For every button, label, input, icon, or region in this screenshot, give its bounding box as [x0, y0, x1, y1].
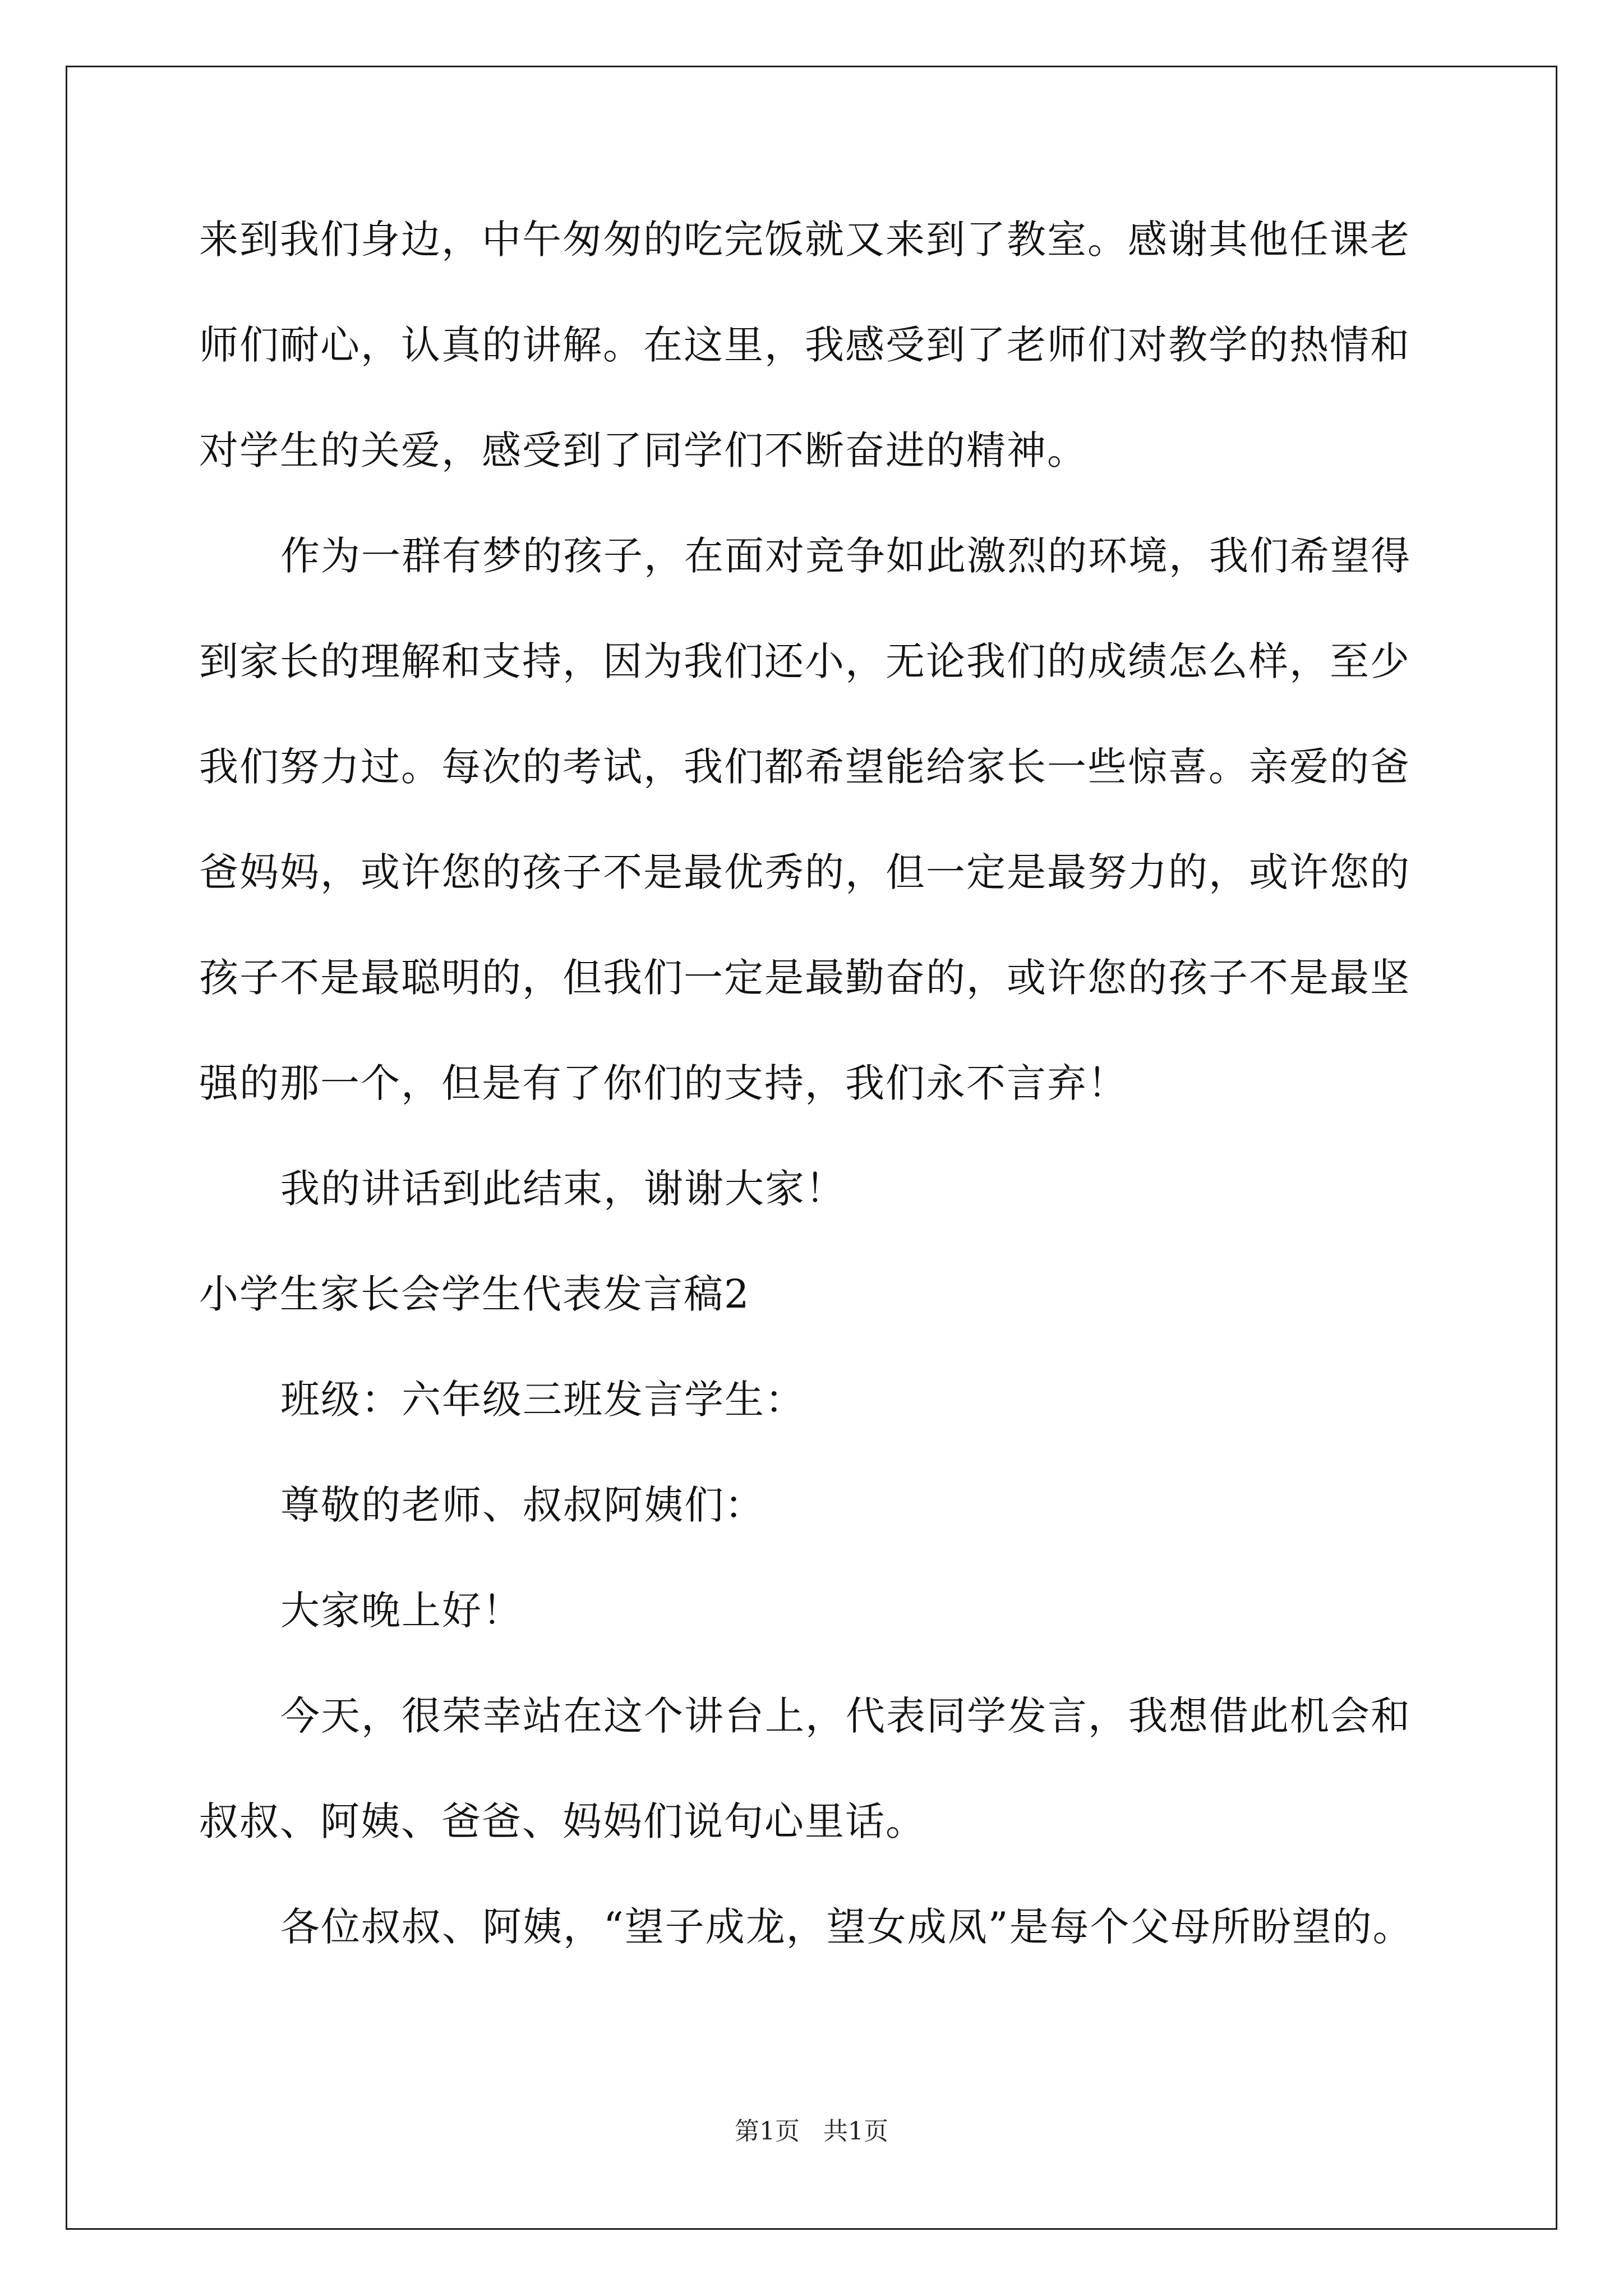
section-heading: 小学生家长会学生代表发言稿2 — [199, 1271, 750, 1317]
page-footer — [0, 2115, 1623, 2148]
paragraph-line: 各位叔叔、阿姨，“望子成龙，望女成凤”是每个父母所盼望的。 — [280, 1904, 1413, 1950]
paragraph-line: 今天，很荣幸站在这个讲台上，代表同学发言，我想借此机会和 — [280, 1693, 1411, 1739]
paragraph-line: 对学生的关爱，感受到了同学们不断奋进的精神。 — [199, 427, 1087, 473]
paragraph-line: 师们耐心，认真的讲解。在这里，我感受到了老师们对教学的热情和 — [199, 322, 1410, 368]
paragraph-line: 班级：六年级三班发言学生： — [280, 1377, 805, 1423]
paragraph-line: 我们努力过。每次的考试，我们都希望能给家长一些惊喜。亲爱的爸 — [199, 744, 1410, 790]
paragraph-line: 我的讲话到此结束，谢谢大家！ — [280, 1166, 846, 1212]
paragraph-line: 爸妈妈，或许您的孩子不是最优秀的，但一定是最努力的，或许您的 — [199, 849, 1410, 895]
paragraph-line: 强的那一个，但是有了你们的支持，我们永不言弃！ — [199, 1060, 1128, 1106]
paragraph-line: 到家长的理解和支持，因为我们还小，无论我们的成绩怎么样，至少 — [199, 638, 1410, 684]
paragraph-line: 作为一群有梦的孩子，在面对竞争如此激烈的环境，我们希望得 — [280, 533, 1411, 579]
document-body — [199, 213, 1433, 2006]
paragraph-line: 叔叔、阿姨、爸爸、妈妈们说句心里话。 — [199, 1798, 926, 1844]
page-total: 共1页 — [823, 2117, 888, 2146]
paragraph-line: 大家晚上好！ — [280, 1588, 523, 1634]
page-number: 第1页 — [735, 2117, 800, 2146]
paragraph-line: 来到我们身边，中午匆匆的吃完饭就又来到了教室。感谢其他任课老 — [199, 217, 1410, 263]
paragraph-line: 尊敬的老师、叔叔阿姨们： — [280, 1482, 765, 1528]
paragraph-line: 孩子不是最聪明的，但我们一定是最勤奋的，或许您的孩子不是最坚 — [199, 955, 1410, 1001]
